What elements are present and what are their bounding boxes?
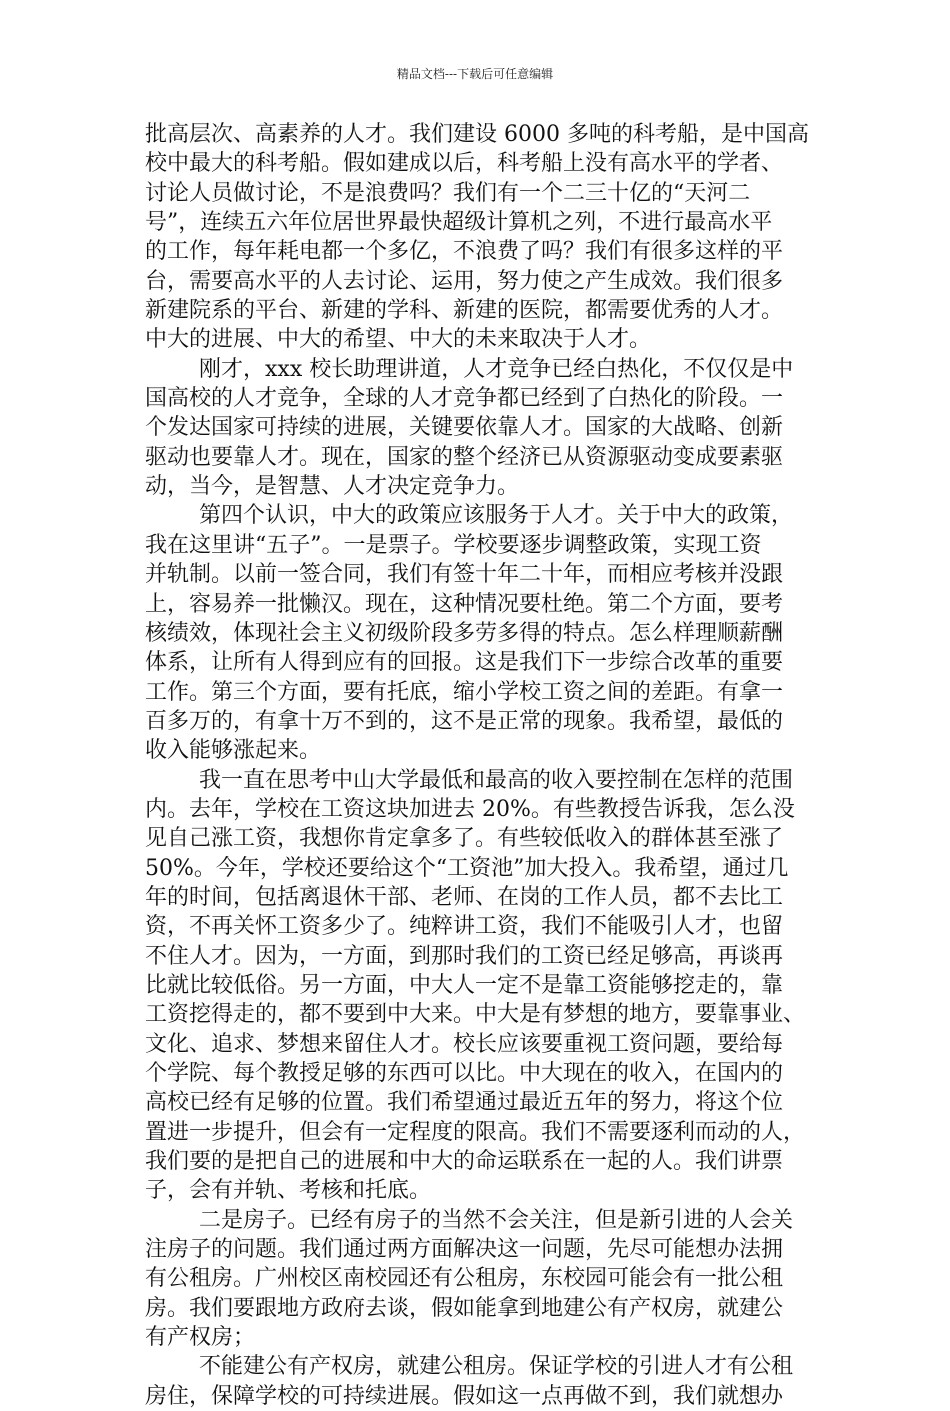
text-line: 动，当今，是智慧、人才决定竞争力。 — [145, 474, 520, 500]
paragraph-first-line: 我一直在思考中山大学最低和最高的收入要控制在怎样的范围 — [199, 767, 794, 793]
text-line: 号”，连续五六年位居世界最快超级计算机之列，不进行最高水平 — [145, 210, 773, 236]
text-line: 子，会有并轨、考核和托底。 — [145, 1178, 432, 1204]
page-header: 精品文档---下载后可任意编辑 — [396, 67, 554, 81]
text-line: 百多万的，有拿十万不到的，这不是正常的现象。我希望，最低的 — [145, 708, 784, 734]
text-line: 置进一步提升，但会有一定程度的限高。我们不需要逐利而动的人， — [145, 1119, 806, 1145]
text-line: 中大的进展、中大的希望、中大的未来取决于人才。 — [145, 327, 652, 353]
text-line: 的工作，每年耗电都一个多亿，不浪费了吗？我们有很多这样的平 — [145, 239, 784, 265]
text-line: 新建院系的平台、新建的学科、新建的医院，都需要优秀的人才。 — [145, 298, 784, 324]
text-line: 文化、追求、梦想来留住人才。校长应该要重视工资问题，要给每 — [145, 1031, 784, 1057]
text-line: 台，需要高水平的人去讨论、运用，努力使之产生成效。我们很多 — [145, 268, 784, 294]
text-line: 核绩效，体现社会主义初级阶段多劳多得的特点。怎么样理顺薪酬 — [145, 620, 784, 646]
text-line: 50%。今年，学校还要给这个“工资池”加大投入。我希望，通过几 — [145, 855, 789, 881]
text-line: 讨论人员做讨论，不是浪费吗？我们有一个二三十亿的“天河二 — [145, 180, 751, 206]
text-line: 体系，让所有人得到应有的回报。这是我们下一步综合改革的重要 — [145, 650, 784, 676]
text-line: 见自己涨工资，我想你肯定拿多了。有些较低收入的群体甚至涨了 — [145, 826, 784, 852]
text-line: 房。我们要跟地方政府去谈，假如能拿到地建公有产权房，就建公 — [145, 1295, 784, 1321]
text-line: 上，容易养一批懒汉。现在，这种情况要杜绝。第二个方面，要考 — [145, 591, 784, 617]
text-line: 有公租房。广州校区南校园还有公租房，东校园可能会有一批公租 — [145, 1266, 784, 1292]
text-line: 校中最大的科考船。假如建成以后，科考船上没有高水平的学者、 — [145, 151, 784, 177]
paragraph-first-line: 第四个认识，中大的政策应该服务于人才。关于中大的政策， — [199, 503, 794, 529]
text-line: 注房子的问题。我们通过两方面解决这一问题，先尽可能想办法拥 — [145, 1237, 784, 1263]
text-line: 高校已经有足够的位置。我们希望通过最近五年的努力，将这个位 — [145, 1090, 784, 1116]
text-line: 不住人才。因为，一方面，到那时我们的工资已经足够高，再谈再 — [145, 943, 784, 969]
text-line: 内。去年，学校在工资这块加进去 20%。有些教授告诉我，怎么没 — [145, 796, 795, 822]
text-line: 比就比较低俗。另一方面，中大人一定不是靠工资能够挖走的，靠 — [145, 972, 784, 998]
text-line: 收入能够涨起来。 — [145, 738, 322, 764]
text-line: 个发达国家可持续的进展，关键要依靠人才。国家的大战略、创新 — [145, 415, 784, 441]
text-line: 年的时间，包括离退休干部、老师、在岗的工作人员，都不去比工 — [145, 884, 784, 910]
text-line: 我在这里讲“五子”。一是票子。学校要逐步调整政策，实现工资 — [145, 532, 762, 558]
text-line: 我们要的是把自己的进展和中大的命运联系在一起的人。我们讲票 — [145, 1149, 784, 1175]
paragraph-first-line: 二是房子。已经有房子的当然不会关注，但是新引进的人会关 — [199, 1207, 794, 1233]
paragraph-first-line: 刚才，xxx 校长助理讲道，人才竞争已经白热化，不仅仅是中 — [199, 356, 794, 382]
text-line: 并轨制。以前一签合同，我们有签十年二十年，而相应考核并没跟 — [145, 562, 784, 588]
document-body — [145, 120, 810, 1411]
text-line: 房住，保障学校的可持续进展。假如这一点再做不到，我们就想办 — [145, 1383, 784, 1409]
paragraph-first-line: 不能建公有产权房，就建公租房。保证学校的引进人才有公租 — [199, 1354, 794, 1380]
text-line: 个学院、每个教授足够的东西可以比。中大现在的收入，在国内的 — [145, 1061, 784, 1086]
text-line: 批高层次、高素养的人才。我们建设 6000 多吨的科考船，是中国高 — [145, 122, 809, 147]
text-line: 工作。第三个方面，要有托底，缩小学校工资之间的差距。有拿一 — [145, 679, 784, 705]
text-line: 驱动也要靠人才。现在，国家的整个经济已从资源驱动变成要素驱 — [145, 444, 784, 470]
text-line: 有产权房； — [145, 1325, 256, 1351]
text-line: 工资挖得走的，都不要到中大来。中大是有梦想的地方，要靠事业、 — [145, 1002, 806, 1028]
text-line: 资，不再关怀工资多少了。纯粹讲工资，我们不能吸引人才，也留 — [145, 914, 784, 940]
text-line: 国高校的人才竞争，全球的人才竞争都已经到了白热化的阶段。一 — [145, 386, 784, 412]
